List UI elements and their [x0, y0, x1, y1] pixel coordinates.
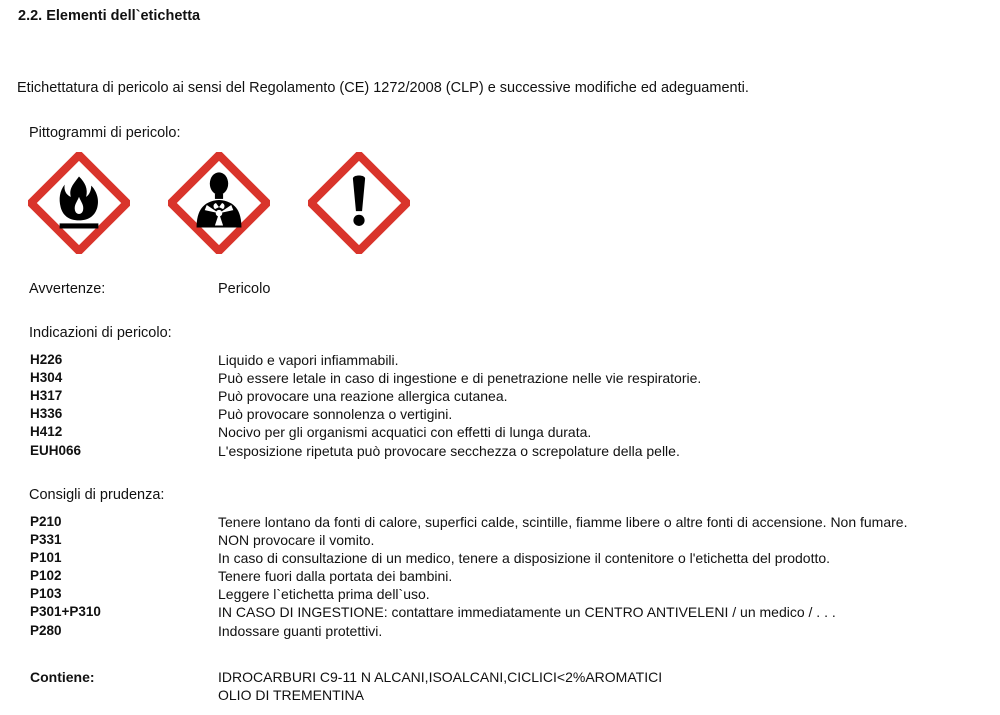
- precautionary-text: Indossare guanti protettivi.: [218, 623, 383, 639]
- hazard-text: L'esposizione ripetuta può provocare secchezza o screpolature della pelle.: [218, 443, 680, 459]
- precautionary-text: Tenere lontano da fonti di calore, superfici calde, scintille, fiamme libere o altre fonti di accensione. Non fumare.: [218, 514, 908, 530]
- hazard-statement-row: [0, 352, 1000, 370]
- precautionary-statement-row: [0, 586, 1000, 604]
- hazard-text: Può provocare una reazione allergica cutanea.: [218, 388, 508, 404]
- hazard-code: H412: [30, 424, 63, 439]
- hazard-text: Liquido e vapori infiammabili.: [218, 352, 399, 368]
- precautionary-text: NON provocare il vomito.: [218, 532, 375, 548]
- hazard-statements-label: Indicazioni di pericolo:: [29, 325, 172, 341]
- hazard-text: Nocivo per gli organismi acquatici con effetti di lunga durata.: [218, 424, 592, 440]
- precautionary-text: Tenere fuori dalla portata dei bambini.: [218, 568, 453, 584]
- hazard-code: H304: [30, 370, 63, 385]
- precautionary-statement-row: [0, 514, 1000, 532]
- regulation-intro: Etichettatura di pericolo ai sensi del Regolamento (CE) 1272/2008 (CLP) e successive modifiche ed adeguamenti.: [17, 80, 749, 96]
- contains-item: IDROCARBURI C9-11 N ALCANI,ISOALCANI,CICLICI<2%AROMATICI: [218, 669, 663, 685]
- signal-word-label: Avvertenze:: [29, 281, 106, 297]
- hazard-statement-row: [0, 388, 1000, 406]
- hazard-code: H336: [30, 406, 63, 421]
- precautionary-code: P301+P310: [30, 604, 101, 619]
- section-title: 2.2. Elementi dell`etichetta: [18, 8, 201, 24]
- precautionary-code: P101: [30, 550, 62, 565]
- pictograms-row: [28, 152, 448, 254]
- precautionary-statement-row: [0, 623, 1000, 641]
- hazard-text: Può provocare sonnolenza o vertigini.: [218, 406, 453, 422]
- precautionary-code: P280: [30, 623, 62, 638]
- flame-icon: [28, 152, 130, 254]
- hazard-statement-row: [0, 424, 1000, 442]
- precautionary-text: IN CASO DI INGESTIONE: contattare immediatamente un CENTRO ANTIVELENI / un medico / . . .: [218, 604, 836, 620]
- signal-word-value: Pericolo: [218, 281, 271, 297]
- hazard-code: H226: [30, 352, 63, 367]
- precautionary-text: In caso di consultazione di un medico, tenere a disposizione il contenitore o l'etichetta del prodotto.: [218, 550, 831, 566]
- hazard-text: Può essere letale in caso di ingestione e di penetrazione nelle vie respiratorie.: [218, 370, 702, 386]
- precautionary-statements-label: Consigli di prudenza:: [29, 487, 165, 503]
- hazard-statement-row: [0, 443, 1000, 461]
- precautionary-text: Leggere l`etichetta prima dell`uso.: [218, 586, 430, 602]
- precautionary-statement-row: [0, 550, 1000, 568]
- hazard-code: H317: [30, 388, 63, 403]
- precautionary-statement-row: [0, 568, 1000, 586]
- precautionary-code: P103: [30, 586, 62, 601]
- precautionary-code: P210: [30, 514, 62, 529]
- precautionary-statement-row: [0, 532, 1000, 550]
- precautionary-code: P331: [30, 532, 62, 547]
- contains-label: Contiene:: [30, 669, 95, 685]
- exclamation-icon: [308, 152, 410, 254]
- health-hazard-icon: [168, 152, 270, 254]
- hazard-code: EUH066: [30, 443, 82, 458]
- hazard-statement-row: [0, 370, 1000, 388]
- hazard-statement-row: [0, 406, 1000, 424]
- pictograms-label: Pittogrammi di pericolo:: [29, 125, 181, 141]
- precautionary-statement-row: [0, 604, 1000, 622]
- precautionary-code: P102: [30, 568, 62, 583]
- contains-item: OLIO DI TREMENTINA: [218, 687, 364, 703]
